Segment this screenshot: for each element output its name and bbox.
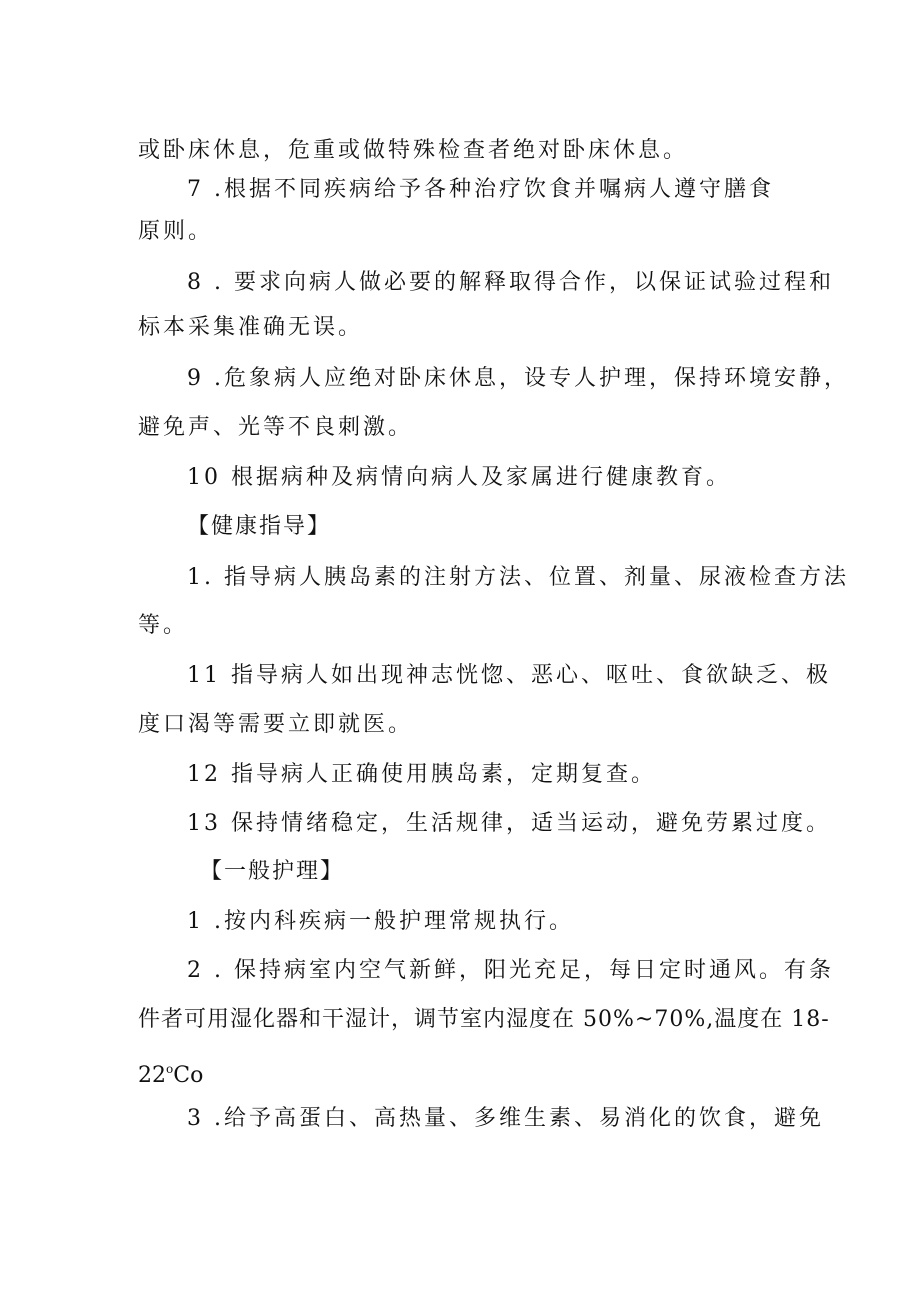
section-heading: 【一般护理】 <box>200 859 345 884</box>
text-line: 7 .根据不同疾病给予各种治疗饮食并嘱病人遵守膳食 <box>187 177 774 202</box>
text-line: 12 指导病人正确使用胰岛素，定期复查。 <box>187 762 656 787</box>
degree-superscript: o <box>166 1062 174 1076</box>
text-line: 1. 指导病人胰岛素的注射方法、位置、剂量、尿液检查方法 <box>187 565 849 590</box>
temperature-unit: Co <box>173 1063 204 1088</box>
text-line: 3 .给予高蛋白、高热量、多维生素、易消化的饮食，避免 <box>187 1106 824 1131</box>
text-line: 等。 <box>138 613 189 638</box>
text-line: 2 . 保持病室内空气新鲜，阳光充足，每日定时通风。有条 <box>187 958 834 983</box>
text-line: 13 保持情绪稳定，生活规律，适当运动，避免劳累过度。 <box>187 811 831 836</box>
text-line: 11 指导病人如出现神志恍惚、恶心、呕吐、食欲缺乏、极 <box>187 663 831 688</box>
text-line: 10 根据病种及病情向病人及家属进行健康教育。 <box>187 465 731 490</box>
temperature-value: 22 <box>138 1063 166 1088</box>
text-line: 或卧床休息，危重或做特殊检查者绝对卧床休息。 <box>138 138 689 163</box>
text-line: 1 .按内科疾病一般护理常规执行。 <box>187 909 574 934</box>
text-line: 避免声、光等不良刺激。 <box>138 415 414 440</box>
section-heading: 【健康指导】 <box>187 514 332 539</box>
text-line: 标本采集准确无误。 <box>138 315 364 340</box>
text-line: 件者可用湿化器和干湿计，调节室内湿度在 50%~70%,温度在 18- <box>138 1007 830 1032</box>
text-line: 度口渴等需要立即就医。 <box>138 712 414 737</box>
text-line: 9 .危象病人应绝对卧床休息，设专人护理，保持环境安静， <box>187 366 849 391</box>
text-line: 原则。 <box>138 219 214 244</box>
text-line: 8 . 要求向病人做必要的解释取得合作，以保证试验过程和 <box>187 270 834 295</box>
text-line <box>138 1054 203 1091</box>
